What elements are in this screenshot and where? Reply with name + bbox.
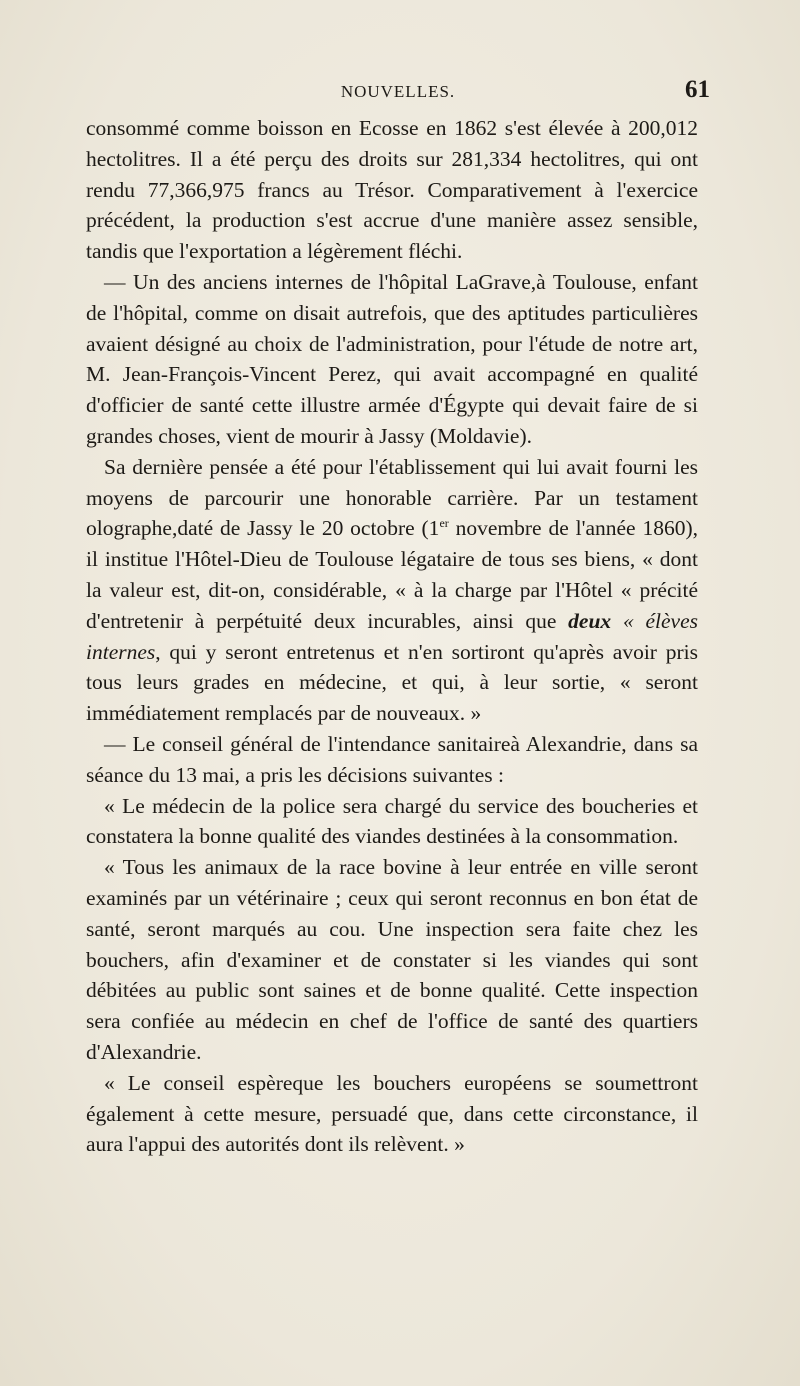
emphasis-deux: deux: [568, 608, 612, 633]
running-head: NOUVELLES.: [340, 82, 456, 101]
paragraph-alexandria-council: — Le conseil général de l'intendance sanitaireà Alexandrie, dans sa séance du 13 mai, a pris les décisions suivantes :: [86, 731, 698, 787]
paragraph-police-physician: « Le médecin de la police sera chargé du service des boucheries et constatera la bonne qualité des viandes destinées à la consommation.: [86, 793, 698, 849]
testament-text-middle: novembre de l'année 1860), il institue l'Hôtel-Dieu de Toulouse légataire de tous ses biens, « dont la valeur est, dit-on, considérable, « à la charge par l'Hôtel « précité d'entretenir à perpétuité deux incurables, ainsi que: [86, 516, 698, 633]
paragraph-european-butchers: « Le conseil espèreque les bouchers européens se soumettront également à cette mesure, persuadé que, dans cette circonstance, il aura l'appui des autorités dont ils relèvent. »: [86, 1070, 698, 1157]
superscript-er: er: [439, 516, 449, 531]
paragraph-brewing-statistics: consommé comme boisson en Ecosse en 1862 s'est élevée à 200,012 hectolitres. Il a été perçu des droits sur 281,334 hectolitres, qui ont rendu 77,366,975 francs au Trésor. Comparativement à l'exercice précédent, la production s'est accrue d'une manière assez sensible, tandis que l'exportation a légèrement fléchi.: [86, 116, 698, 264]
page-header: [86, 76, 710, 116]
emphasis-eleves-internes: « élèves internes: [86, 608, 698, 664]
paragraph-cattle-inspection: « Tous les animaux de la race bovine à leur entrée en ville seront examinés par un vétérinaire ; ceux qui seront reconnus en bon état de santé, seront marqués au cou. Une inspection sera faite chez les bouchers, afin d'examiner et de constater si les viandes qui sont débitées au public sont saines et de bonne qualité. Cette inspection sera confiée au médecin en chef de l'office de santé des quartiers d'Alexandrie.: [86, 855, 698, 1064]
testament-text-start: Sa dernière pensée a été pour l'établissement qui lui avait fourni les moyens de parcourir une honorable carrière. Par un testament olographe,daté de Jassy le 20 octobre (1: [86, 454, 698, 541]
paragraph-perez-obituary: — Un des anciens internes de l'hôpital LaGrave,à Toulouse, enfant de l'hôpital, comme on disait autrefois, que des aptitudes particulières avaient désigné au choix de l'administration, pour l'étude de notre art, M. Jean-François-Vincent Perez, qui avait accompagné en qualité d'officier de santé cette illustre armée d'Égypte qui devait faire de si grandes choses, vient de mourir à Jassy (Moldavie).: [86, 269, 698, 448]
testament-text-end: , qui y seront entretenus et n'en sortiront qu'après avoir pris tous leurs grades en médecine, et qui, à leur sortie, « seront immédiatement remplacés par de nouveaux. »: [86, 639, 698, 726]
paragraph-perez-testament: [86, 452, 698, 729]
article-body: [86, 113, 698, 1160]
page-number: 61: [685, 76, 710, 103]
